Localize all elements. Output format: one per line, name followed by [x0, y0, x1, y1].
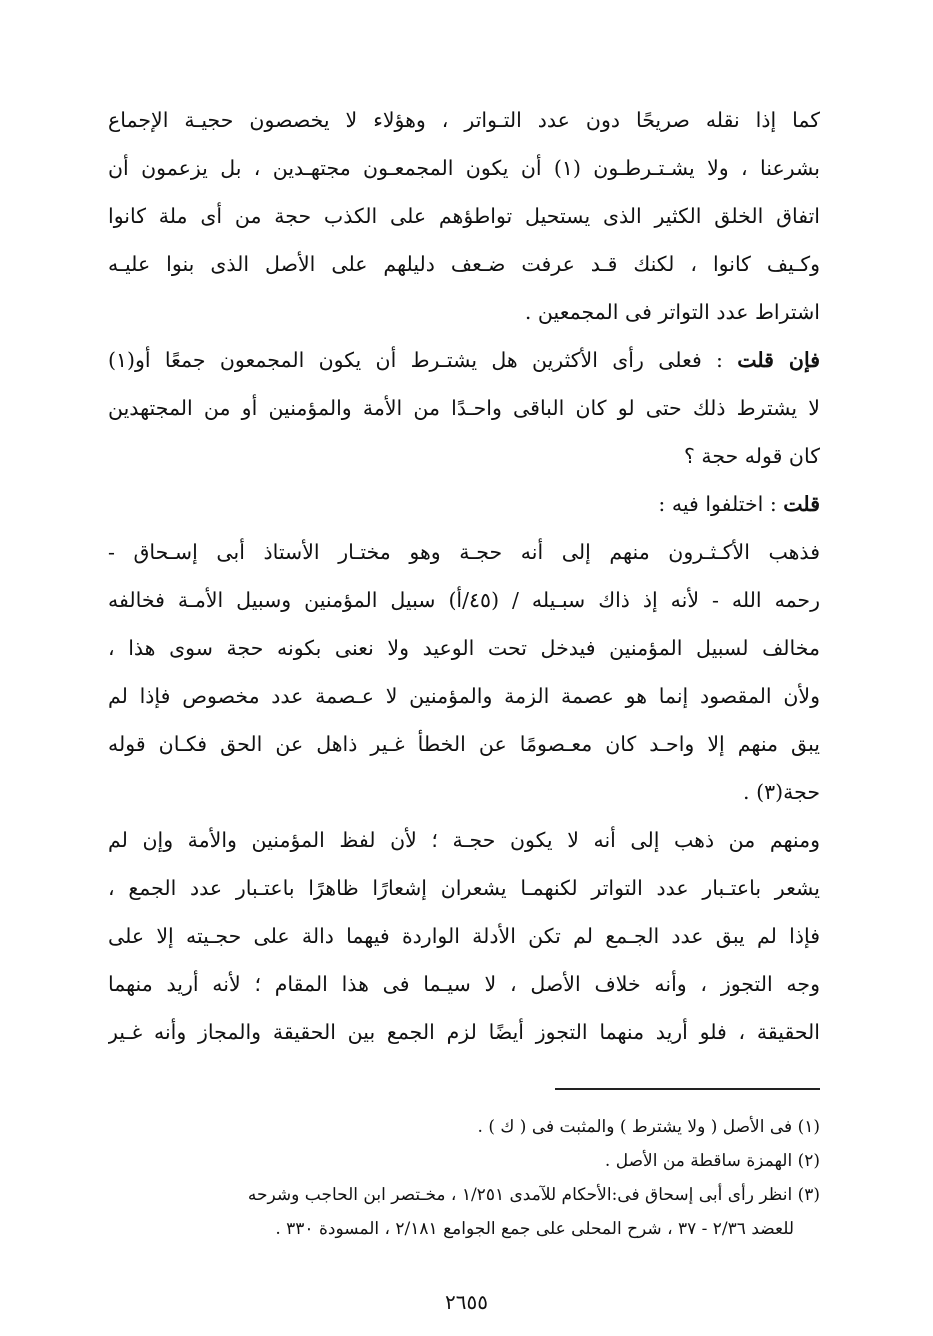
- paragraph-5: [108, 816, 820, 1056]
- question-lead: فإن قلت: [737, 348, 820, 372]
- footnote-3-continuation: للعضد ٢/٣٦ - ٣٧ ، شرح المحلى على جمع الجوامع ٢/١٨١ ، المسودة ٣٣٠ .: [275, 1219, 794, 1239]
- paragraph-2: [108, 336, 820, 480]
- footnote-3: (٣) انظر رأى أبى إسحاق فى:الأحكام للآمدى ١/٢٥١ ، مخـتصر ابن الحاجب وشرحه: [247, 1185, 820, 1205]
- paragraph-line: [108, 336, 820, 384]
- paragraph-line: الحقيقة ، فلو أريد منهما التجوز أيضًا لزم الجمع بين الحقيقة والمجاز وأنه غـير: [108, 1020, 820, 1044]
- paragraph-line: يبق منهم إلا واحـد كان معـصومًا عن الخطأ غـير ذاهل عن الحق فكـان قوله: [108, 732, 820, 756]
- paragraph-3: [108, 480, 820, 528]
- paragraph-4: [108, 528, 820, 816]
- page-number: ٢٦٥٥: [445, 1290, 488, 1314]
- paragraph-line: لا يشترط ذلك حتى لو كان الباقى واحـدًا من الأمة والمؤمنين أو من المجتهدين: [108, 396, 820, 420]
- paragraph-line: كان قوله حجة ؟: [683, 444, 820, 468]
- paragraph-line: فإذا لم يبق عدد الجـمع لم تكن الأدلة الواردة فيهما دالة على حجـيته إلا على: [108, 924, 820, 948]
- paragraph-line: بشرعنا ، ولا يشـتـرطـون (١) أن يكون المجمعـون مجتهـدين ، بل يزعمون أن: [108, 156, 820, 180]
- paragraph-line: حجة(٣) .: [743, 780, 820, 804]
- paragraph-1: [108, 96, 820, 336]
- footnote-2: (٢) الهمزة ساقطة من الأصل .: [604, 1151, 820, 1171]
- paragraph-line: وكـيف كانوا ، لكنك قـد عرفت ضـعف دليلهم على الأصل الذى بنوا عليـه: [108, 252, 820, 276]
- page-body: [108, 96, 820, 1056]
- footnote-divider: [555, 1088, 820, 1090]
- paragraph-line: رحمه الله - لأنه إذ ذاك سبـيله / (٤٥/أ) سبيل المؤمنين وسبيل الأمـة فخالفه: [108, 588, 820, 612]
- answer-lead: قلت: [783, 492, 820, 516]
- paragraph-line: فذهب الأكـثـرون منهم إلى أنه حجـة وهو مختـار الأستاذ أبى إسـحاق -: [108, 540, 820, 564]
- footnotes: [108, 1110, 820, 1246]
- paragraph-line: اشتراط عدد التواتر فى المجمعين .: [524, 300, 820, 324]
- paragraph-line: يشعر باعتـبار عدد التواتر لكنهمـا يشعران إشعارًا ظاهرًا باعتـبار عدد الجمع ،: [108, 876, 820, 900]
- footnote-1: (١) فى الأصل ( ولا يشترط ) والمثبت فى ( ك ) .: [477, 1117, 820, 1137]
- paragraph-line: اتفاق الخلق الكثير الذى يستحيل تواطؤهم على الكذب حجة من أى ملة كانوا: [108, 204, 820, 228]
- paragraph-line: [108, 480, 820, 528]
- paragraph-line: مخالف لسبيل المؤمنين فيدخل تحت الوعيد ولا نعنى بكونه حجة سوى هذا ،: [108, 636, 820, 660]
- paragraph-line: وجه التجوز ، وأنه خلاف الأصل ، لا سيـما فى هذا المقام ؛ لأنه أريد منهما: [108, 972, 820, 996]
- paragraph-line: ولأن المقصود إنما هو عصمة الزمة والمؤمنين لا عـصمة عدد مخصوص فإذا لم: [108, 684, 820, 708]
- paragraph-line: كما إذا نقله صريحًا دون عدد التـواتر ، وهؤلاء لا يخصصون حجيـة الإجماع: [108, 108, 820, 132]
- paragraph-line-text: : اختلفوا فيه :: [658, 492, 784, 516]
- paragraph-line-text: : فعلى رأى الأكثرين هل يشتـرط أن يكون المجمعون جمعًا أو(١): [108, 348, 738, 372]
- paragraph-line: ومنهم من ذهب إلى أنه لا يكون حجـة ؛ لأن لفظ المؤمنين والأمة وإن لم: [108, 828, 820, 852]
